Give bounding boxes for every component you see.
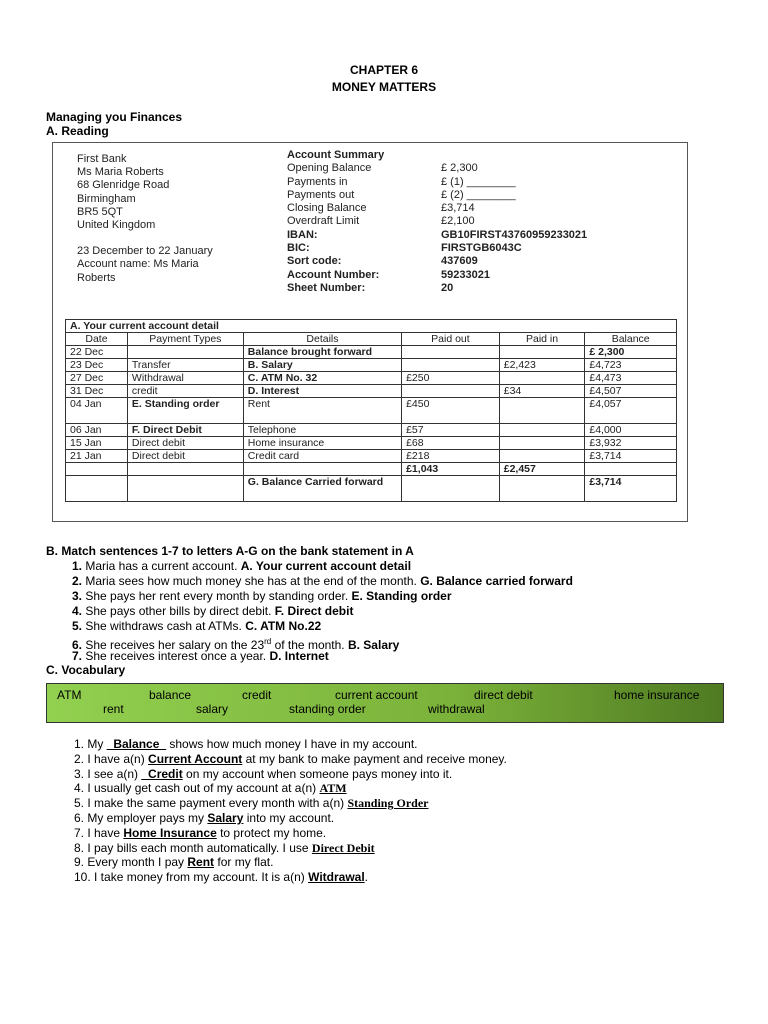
table-cell: [127, 463, 243, 476]
table-cell: Transfer: [127, 359, 243, 372]
table-row: [66, 424, 677, 437]
item-prefix: 3. I see a(n): [74, 766, 142, 781]
summary-value: £2,100: [441, 215, 475, 228]
section-a-heading: A. Reading: [46, 124, 109, 138]
chapter-label: CHAPTER 6: [349, 63, 418, 77]
item-text: She withdraws cash at ATMs.: [85, 619, 246, 633]
item-suffix: shows how much money I have in my account.: [166, 737, 418, 751]
column-header: Payment Types: [127, 333, 243, 346]
address-line: 68 Glenridge Road: [77, 179, 170, 192]
item-number: 4.: [72, 604, 86, 618]
summary-row: [287, 269, 587, 282]
list-item: [72, 589, 452, 604]
table-cell: £3,714: [585, 450, 677, 463]
summary-row: [287, 282, 587, 295]
account-detail-table: [65, 319, 677, 502]
table-cell: [499, 437, 585, 450]
table-cell: [499, 476, 585, 502]
item-answer: Witdrawal: [308, 870, 365, 885]
table-cell: £2,457: [499, 463, 585, 476]
table-cell: [402, 359, 500, 372]
table-cell: [402, 385, 500, 398]
summary-label: Payments in: [287, 175, 348, 188]
table-cell: [66, 463, 128, 476]
item-answer: Salary: [207, 811, 244, 825]
summary-value: 437609: [441, 255, 478, 268]
table-cell: £3,932: [585, 437, 677, 450]
list-item: [74, 811, 334, 826]
summary-title: Account Summary: [287, 149, 385, 161]
table-cell: 21 Jan: [66, 450, 128, 463]
item-answer: D. Internet: [269, 649, 329, 663]
item-number: 2.: [72, 574, 86, 588]
vocab-word: balance: [149, 688, 192, 702]
table-cell: [499, 398, 585, 424]
table-row: [66, 372, 677, 385]
vocab-word: current account: [335, 688, 418, 702]
bank-statement: [52, 142, 688, 522]
item-answer: Rent: [187, 855, 215, 870]
item-text: She pays her rent every month by standing order.: [85, 589, 352, 603]
summary-label: Account Number:: [287, 268, 380, 281]
table-cell: [499, 450, 585, 463]
summary-value: £ (1) ________: [441, 175, 516, 188]
table-cell: E. Standing order: [127, 398, 243, 424]
item-suffix: at my bank to make payment and receive money.: [242, 751, 507, 766]
table-row: [66, 359, 677, 372]
summary-row: [287, 162, 587, 175]
summary-value: FIRSTGB6043C: [441, 242, 522, 255]
summary-label: Sort code:: [287, 255, 342, 268]
table-cell: 15 Jan: [66, 437, 128, 450]
item-prefix: 2. I have a(n): [74, 751, 149, 766]
vocab-word: credit: [242, 688, 272, 702]
item-prefix: 10. I take money from my account. It is a(n): [74, 870, 309, 885]
list-item: [74, 781, 347, 796]
address-line: BR5 5QT: [77, 205, 123, 218]
table-cell: Home insurance: [243, 437, 401, 450]
table-row: [66, 437, 677, 450]
item-answer: _Credit: [141, 766, 183, 781]
summary-label: Sheet Number:: [287, 281, 366, 294]
table-cell: D. Interest: [243, 385, 401, 398]
item-prefix: 4. I usually get cash out of my account at a(n): [74, 781, 320, 796]
table-cell: £250: [402, 372, 500, 385]
vocab-word: direct debit: [474, 688, 533, 702]
item-prefix: 1. My: [74, 737, 107, 751]
table-cell: [499, 372, 585, 385]
list-item: [74, 826, 326, 841]
address-line: Birmingham: [77, 192, 136, 205]
item-answer: F. Direct debit: [274, 604, 354, 618]
item-number: 5.: [72, 619, 86, 633]
item-number: 3.: [72, 589, 86, 603]
item-answer: C. ATM No.22: [245, 619, 322, 633]
table-cell: 22 Dec: [66, 346, 128, 359]
list-item: [72, 574, 573, 589]
vocab-word: rent: [103, 702, 124, 716]
summary-value: 59233021: [441, 268, 490, 281]
list-item: [74, 796, 428, 811]
list-item: [74, 870, 368, 885]
item-answer: _Balance_: [106, 737, 167, 751]
table-cell: 23 Dec: [66, 359, 128, 372]
table-cell: £34: [499, 385, 585, 398]
item-text: Maria has a current account.: [85, 559, 241, 573]
table-row: [66, 450, 677, 463]
table-cell: [127, 476, 243, 502]
item-answer: E. Standing order: [351, 589, 452, 603]
table-row: [66, 476, 677, 502]
item-number: 6.: [72, 638, 86, 652]
table-cell: Direct debit: [127, 450, 243, 463]
vocab-word: ATM: [57, 688, 82, 702]
item-suffix: for my flat.: [214, 855, 274, 870]
item-suffix: to protect my home.: [216, 825, 327, 840]
table-cell: [243, 463, 401, 476]
table-cell: £4,507: [585, 385, 677, 398]
table-cell: 04 Jan: [66, 398, 128, 424]
column-header: Date: [66, 333, 128, 346]
table-cell: £57: [402, 424, 500, 437]
summary-row: [287, 176, 587, 189]
list-item: [72, 559, 411, 574]
vocab-word: home insurance: [614, 688, 700, 702]
table-cell: [402, 346, 500, 359]
table-cell: Direct debit: [127, 437, 243, 450]
summary-value: 20: [441, 281, 454, 294]
table-cell: Withdrawal: [127, 372, 243, 385]
item-prefix: 7. I have: [74, 825, 124, 840]
table-cell: 31 Dec: [66, 385, 128, 398]
address-line: Roberts: [77, 271, 116, 284]
subtitle: Managing you Finances: [46, 110, 183, 124]
table-cell: G. Balance Carried forward: [243, 476, 401, 502]
table-row: [66, 463, 677, 476]
table-cell: F. Direct Debit: [127, 424, 243, 437]
table-cell: B. Salary: [243, 359, 401, 372]
summary-label: Overdraft Limit: [287, 215, 360, 228]
table-cell: £4,057: [585, 398, 677, 424]
summary-row: [287, 202, 587, 215]
address-line: First Bank: [77, 153, 127, 165]
table-row: [66, 385, 677, 398]
table-cell: 06 Jan: [66, 424, 128, 437]
list-item: [72, 619, 321, 634]
statement-address: [77, 153, 213, 285]
summary-row: [287, 215, 587, 228]
item-text: She receives interest once a year.: [85, 649, 270, 663]
table-row: [66, 398, 677, 424]
table-cell: £4,000: [585, 424, 677, 437]
table-cell: [127, 346, 243, 359]
table-cell: £ 2,300: [585, 346, 677, 359]
table-cell: £450: [402, 398, 500, 424]
item-text: She receives her salary on the 23rd of the month.: [85, 637, 348, 652]
item-answer: A. Your current account detail: [240, 559, 412, 573]
table-cell: [499, 346, 585, 359]
item-number: 1.: [72, 559, 86, 573]
item-suffix: into my account.: [243, 811, 335, 825]
table-cell: £2,423: [499, 359, 585, 372]
table-cell: [585, 463, 677, 476]
item-prefix: 6. My employer pays my: [74, 811, 208, 825]
table-cell: £1,043: [402, 463, 500, 476]
column-header: Paid in: [499, 333, 585, 346]
vocab-word: withdrawal: [428, 702, 485, 716]
summary-label: Closing Balance: [287, 202, 367, 215]
summary-value: £ 2,300: [441, 162, 478, 175]
address-line: 23 December to 22 January: [77, 245, 213, 258]
list-item: [74, 855, 273, 870]
address-line: Ms Maria Roberts: [77, 166, 164, 179]
column-header: Paid out: [402, 333, 500, 346]
table-title: A. Your current account detail: [66, 320, 677, 333]
table-cell: [402, 476, 500, 502]
summary-label: IBAN:: [287, 228, 318, 241]
table-cell: £4,723: [585, 359, 677, 372]
table-cell: Credit card: [243, 450, 401, 463]
list-item: [74, 752, 507, 767]
list-item: [74, 767, 452, 782]
table-cell: [66, 476, 128, 502]
item-prefix: 5. I make the same payment every month with a(n): [74, 796, 348, 811]
item-answer: ATM: [319, 781, 347, 796]
table-cell: Telephone: [243, 424, 401, 437]
column-header: Details: [243, 333, 401, 346]
item-suffix: on my account when someone pays money into it.: [182, 766, 453, 781]
item-suffix: .: [364, 870, 369, 885]
item-prefix: 9. Every month I pay: [74, 855, 188, 870]
table-cell: Balance brought forward: [243, 346, 401, 359]
table-cell: £3,714: [585, 476, 677, 502]
item-text: Maria sees how much money she has at the end of the month.: [85, 574, 421, 588]
table-cell: Rent: [243, 398, 401, 424]
item-answer: B. Salary: [347, 638, 400, 652]
vocabulary-box: [46, 683, 724, 723]
summary-value: GB10FIRST43760959233021: [441, 228, 588, 241]
table-cell: £68: [402, 437, 500, 450]
item-number: 7.: [72, 649, 86, 663]
summary-label: Opening Balance: [287, 162, 372, 175]
table-cell: credit: [127, 385, 243, 398]
item-prefix: 8. I pay bills each month automatically. I use: [74, 840, 312, 855]
vocab-word: salary: [196, 702, 229, 716]
item-answer: Direct Debit: [311, 840, 375, 855]
vocab-word: standing order: [289, 702, 366, 716]
table-cell: C. ATM No. 32: [243, 372, 401, 385]
section-c-heading: C. Vocabulary: [46, 663, 126, 677]
list-item: [72, 649, 329, 664]
summary-label: BIC:: [287, 242, 310, 255]
item-answer: Current Account: [148, 751, 243, 766]
table-cell: 27 Dec: [66, 372, 128, 385]
item-answer: G. Balance carried forward: [420, 574, 573, 588]
table-row: [66, 346, 677, 359]
table-cell: £4,473: [585, 372, 677, 385]
address-line: United Kingdom: [77, 219, 156, 232]
item-answer: Standing Order: [347, 796, 429, 811]
list-item: [72, 604, 353, 619]
summary-row: [287, 229, 587, 242]
list-item: [74, 841, 375, 856]
list-item: [74, 737, 418, 752]
page-title: MONEY MATTERS: [331, 80, 437, 94]
account-summary: [287, 149, 587, 295]
item-answer: Home Insurance: [123, 825, 217, 840]
table-cell: [499, 424, 585, 437]
column-header: Balance: [585, 333, 677, 346]
section-b-heading: B. Match sentences 1-7 to letters A-G on the bank statement in A: [46, 544, 414, 558]
summary-value: £3,714: [441, 202, 475, 215]
summary-row: [287, 255, 587, 268]
table-cell: £218: [402, 450, 500, 463]
address-line: Account name: Ms Maria: [77, 258, 199, 271]
summary-value: £ (2) ________: [441, 188, 516, 201]
summary-row: [287, 242, 587, 255]
item-text: She pays other bills by direct debit.: [85, 604, 275, 618]
summary-label: Payments out: [287, 188, 355, 201]
summary-row: [287, 189, 587, 202]
